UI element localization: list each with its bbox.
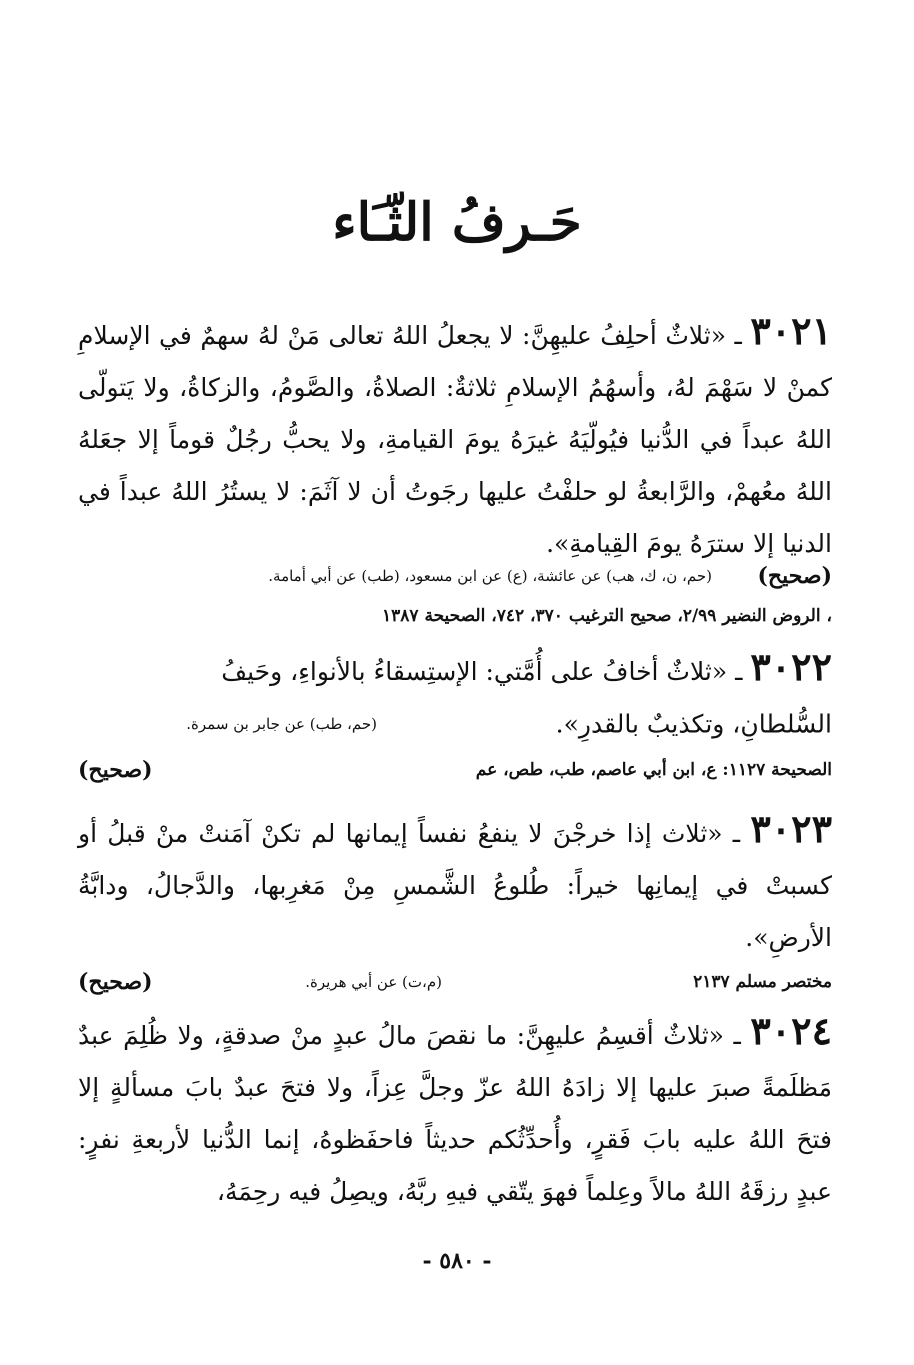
grade-label: (صحيح)	[78, 757, 153, 783]
hadith-3024	[78, 1005, 832, 1218]
chapter-title: حَـرفُ الثّـَاء	[332, 192, 582, 253]
hadith-number: ٣٠٢٢	[750, 644, 832, 689]
hadith-3022	[78, 641, 832, 698]
hadith-3022-line2-row	[78, 698, 832, 750]
source-attribution: (حم، ن، ك، هب) عن عائشة، (ع) عن ابن مسعود، (طب) عن أبي أمامة.	[268, 567, 712, 585]
source-attribution: (م،ت) عن أبي هريرة.	[305, 973, 442, 991]
hadith-number: ٣٠٢٤	[750, 1008, 832, 1053]
hadith-body: ـ «ثلاثٌ أخافُ على أُمَّتي: الإستِسقاءُ بالأنواءِ، وحَيفُ	[221, 657, 743, 686]
hadith-3021-refs-row	[78, 596, 832, 636]
hadith-body: ـ «ثلاثٌ أقسِمُ عليهِنَّ: ما نقصَ مالُ عبدٍ منْ صدقةٍ، ولا ظُلِمَ عبدٌ مَظلَمةً صبرَ عليها إلا زادَهُ اللهُ عزّ وجلَّ عِزاً، ولا فتحَ عبدٌ بابَ مسألةٍ إلا فتحَ اللهُ عليه بابَ فَقرٍ، وأُحدِّثُكم حديثاً فاحفَظوهُ، إنما الدُّنيا لأربعةِ نفرٍ: عبدٍ رزقَهُ اللهُ مالاً وعِلماً فهوَ يتّقي فيهِ ربَّهُ، ويصِلُ فيه رحِمَهُ،	[78, 1021, 832, 1206]
hadith-3023-text	[78, 803, 832, 964]
hadith-3021	[78, 305, 832, 570]
hadith-3021-text	[78, 305, 832, 570]
reference-list: مختصر مسلم ٢١٣٧	[693, 972, 832, 992]
page-number: - ٥٨٠ -	[422, 1248, 492, 1274]
hadith-body: ـ «ثلاثٌ أحلِفُ عليهِنَّ: لا يجعلُ اللهُ تعالى مَنْ لهُ سهمٌ في الإسلامِ كمنْ لا سَهْمَ لهُ، وأسهُمُ الإسلامِ ثلاثةٌ: الصلاةُ، والصَّومُ، والزكاةُ، ولا يَتولّى اللهُ عبداً في الدُّنيا فيُولّيَهُ غيرَهُ يومَ القيامةِ، ولا يحبُّ رجُلٌ قوماً إلا جعَلهُ اللهُ معُهمْ، والرَّابعةُ لو حلفْتُ عليها رجَوتُ أن لا آثَمَ: لا يستُرُ اللهُ عبداً في الدنيا إلا سترَهُ يومَ القِيامةِ».	[78, 321, 832, 558]
reference-list: ، الروض النضير ٢/٩٩، صحيح الترغيب ٣٧٠، ٧٤٢، الصحيحة ١٣٨٧	[382, 606, 832, 626]
hadith-number: ٣٠٢١	[750, 308, 832, 353]
hadith-3024-text	[78, 1005, 832, 1218]
hadith-3021-source-row	[78, 556, 832, 596]
hadith-3023	[78, 803, 832, 964]
hadith-number: ٣٠٢٣	[750, 806, 832, 851]
source-attribution: (حم، طب) عن جابر بن سمرة.	[186, 715, 377, 733]
hadith-3022-grade-row	[78, 750, 832, 790]
grade-label: (صحيح)	[78, 969, 153, 995]
hadith-3022-text	[78, 641, 832, 698]
hadith-body-continued: السُّلطانِ، وتكذيبٌ بالقدرِ».	[555, 709, 832, 739]
reference-list: الصحيحة ١١٢٧: ع، ابن أبي عاصم، طب، طص، عم	[475, 760, 832, 780]
hadith-3023-source-row	[78, 962, 832, 1002]
grade-label: (صحيح)	[757, 563, 832, 589]
hadith-body: ـ «ثلاث إذا خرجْنَ لا ينفعُ نفساً إيمانها لم تكنْ آمَنتْ منْ قبلُ أو كسبتْ في إيمانِها خيراً: طُلوعُ الشَّمسِ مِنْ مَغرِبها، والدَّجالُ، ودابَّةُ الأرضِ».	[78, 819, 832, 952]
